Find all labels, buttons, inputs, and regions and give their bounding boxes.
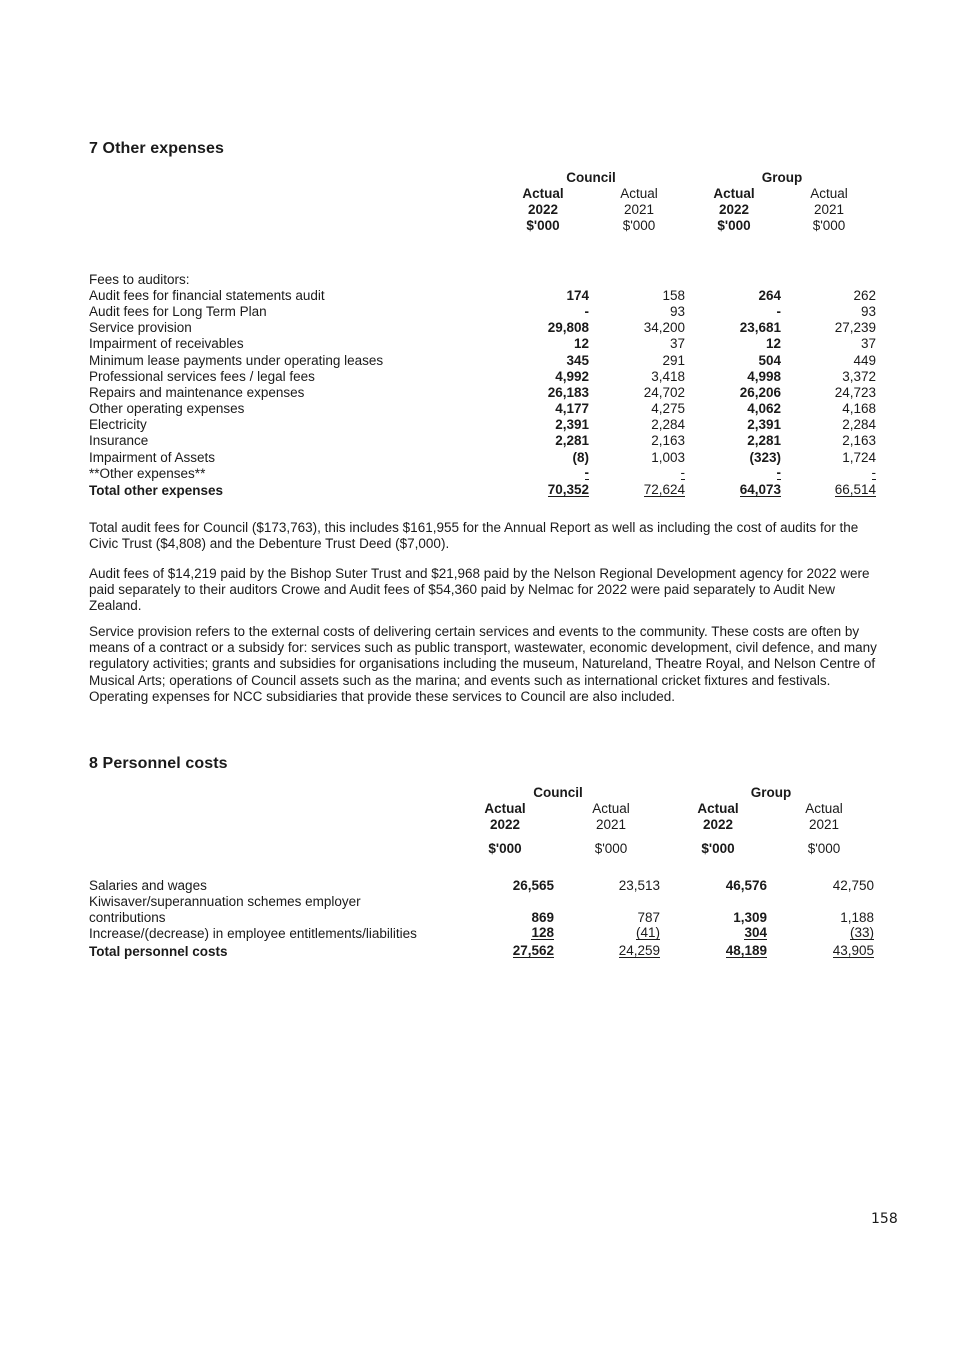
row-label: Service provision — [89, 320, 192, 336]
row-label: Increase/(decrease) in employee entitlements/liabilities — [89, 926, 417, 941]
row-label: Repairs and maintenance expenses — [89, 384, 305, 400]
cell-value: 4,062 — [747, 401, 781, 417]
cell-value: 128 — [531, 925, 554, 940]
group-actual-2022-header: Actual — [697, 801, 739, 816]
cell-value: 27,239 — [834, 320, 876, 336]
cell-value: 262 — [853, 288, 876, 303]
cell-value: 23,513 — [618, 878, 660, 893]
council-actual-2022-header: Actual — [522, 186, 564, 201]
row-label: Minimum lease payments under operating leases — [89, 352, 384, 368]
group-header: Group — [750, 785, 792, 800]
group-2022-year: 2022 — [702, 817, 734, 832]
group-actual-2022-header: Actual — [713, 186, 755, 201]
fees-to-auditors-label: Fees to auditors: — [89, 272, 190, 287]
cell-value: 12 — [765, 336, 781, 352]
total-row-label: Total personnel costs — [89, 944, 228, 959]
cell-value: 4,168 — [842, 401, 876, 417]
group-header: Group — [761, 170, 803, 185]
council-2021-unit: $'000 — [622, 218, 656, 233]
cell-value: - — [680, 464, 685, 480]
cell-value: 504 — [758, 352, 781, 368]
cell-value: 93 — [669, 304, 685, 320]
cell-value: - — [584, 464, 589, 480]
cell-value: 26,183 — [547, 384, 589, 400]
row-label: Impairment of receivables — [89, 336, 244, 352]
total-value: 43,905 — [832, 943, 874, 958]
council-actual-2021-header: Actual — [620, 186, 658, 201]
subsidiary-audit-fees-paragraph: Audit fees of $14,219 paid by the Bishop Suter Trust and $21,968 paid by the Nelson Regional Development agency for 2022 were paid separately to their auditors Crowe and Audit fees of $54,360 paid by Nelmac for 2022 were paid separately to Audit New Zealand. — [89, 566, 870, 614]
cell-value: 2,391 — [747, 417, 781, 433]
cell-value: 42,750 — [832, 878, 874, 893]
cell-value: 26,565 — [512, 878, 554, 893]
cell-value: 3,418 — [651, 368, 685, 384]
total-value: 48,189 — [725, 943, 767, 958]
row-label: contributions — [89, 910, 166, 925]
cell-value: 2,163 — [651, 433, 685, 449]
cell-value: 291 — [662, 352, 685, 368]
cell-value: 24,702 — [643, 384, 685, 400]
total-value: 70,352 — [547, 481, 589, 497]
council-actual-2021-header: Actual — [592, 801, 630, 816]
cell-value: 3,372 — [842, 368, 876, 384]
cell-value: 1,309 — [733, 910, 767, 925]
section-7-title: 7 Other expenses — [89, 140, 224, 157]
cell-value: 12 — [573, 336, 589, 352]
section-8-title: 8 Personnel costs — [89, 755, 228, 772]
cell-value: - — [776, 304, 781, 320]
cell-value: 4,177 — [555, 401, 589, 417]
cell-value: 2,284 — [651, 417, 685, 433]
cell-value: 1,003 — [651, 449, 685, 465]
cell-value: 2,281 — [747, 433, 781, 449]
cell-value: 34,200 — [643, 320, 685, 336]
audit-fees-paragraph: Total audit fees for Council ($173,763), this includes $161,955 for the Annual Report as well as including the cost of audits for the Civic Trust ($4,808) and the Debenture Trust Deed ($7,000). — [89, 520, 859, 552]
cell-value: - — [871, 464, 876, 480]
cell-value: 4,998 — [747, 368, 781, 384]
cell-value: (8) — [572, 449, 589, 465]
row-label: Kiwisaver/superannuation schemes employer — [89, 894, 361, 909]
cell-value: 1,724 — [842, 449, 876, 465]
group-2021-unit: $'000 — [807, 841, 841, 856]
row-label: Other operating expenses — [89, 401, 245, 417]
group-2022-unit: $'000 — [717, 218, 751, 233]
council-2021-year: 2021 — [623, 202, 655, 217]
cell-value: - — [584, 304, 589, 320]
council-header: Council — [533, 785, 583, 800]
cell-value: 2,163 — [842, 433, 876, 449]
row-label: Electricity — [89, 417, 147, 433]
cell-value: 2,281 — [555, 433, 589, 449]
row-label: Impairment of Assets — [89, 449, 216, 465]
cell-value: 23,681 — [739, 320, 781, 336]
cell-value: 24,723 — [834, 384, 876, 400]
cell-value: 158 — [662, 288, 685, 303]
total-value: 66,514 — [834, 481, 876, 497]
cell-value: 37 — [669, 336, 685, 352]
council-2022-unit: $'000 — [488, 841, 522, 856]
group-2021-year: 2021 — [808, 817, 840, 832]
total-value: 64,073 — [739, 481, 781, 497]
cell-value: 93 — [860, 304, 876, 320]
group-2021-unit: $'000 — [812, 218, 846, 233]
cell-value: 869 — [531, 910, 554, 925]
cell-value: 2,391 — [555, 417, 589, 433]
group-actual-2021-header: Actual — [805, 801, 843, 816]
cell-value: 787 — [637, 910, 660, 925]
cell-value: 264 — [758, 288, 781, 303]
cell-value: 174 — [566, 288, 589, 303]
group-2021-year: 2021 — [813, 202, 845, 217]
cell-value: 1,188 — [840, 910, 874, 925]
row-label: **Other expenses** — [89, 465, 206, 481]
group-actual-2021-header: Actual — [810, 186, 848, 201]
council-actual-2022-header: Actual — [484, 801, 526, 816]
service-provision-paragraph: Service provision refers to the external costs of delivering certain services and events to the community. These costs are often by means of a contract or a subsidy for: services such as public transport, wastewater, economic development, civil defence, and many regulatory activities; grants and subsidies for organisations including the museum, Natureland, Theatre Royal, and Nelson Centre of Musical Arts; operations of Council assets such as the marina; and events such as international cricket fixtures and festivals. Operating expenses for NCC subsidiaries that provide these services to Council are also included. — [89, 624, 877, 704]
council-2022-year: 2022 — [489, 817, 521, 832]
cell-value: - — [776, 464, 781, 480]
cell-value: 29,808 — [547, 320, 589, 336]
cell-value: (33) — [849, 925, 874, 940]
row-label: Audit fees for Long Term Plan — [89, 304, 267, 320]
row-label: Salaries and wages — [89, 878, 207, 893]
council-2021-year: 2021 — [595, 817, 627, 832]
cell-value: (323) — [749, 449, 781, 465]
total-value: 27,562 — [512, 943, 554, 958]
total-value: 24,259 — [618, 943, 660, 958]
cell-value: 449 — [853, 352, 876, 368]
group-2022-year: 2022 — [718, 202, 750, 217]
cell-value: 26,206 — [739, 384, 781, 400]
cell-value: 2,284 — [842, 417, 876, 433]
cell-value: 4,275 — [651, 401, 685, 417]
cell-value: 37 — [860, 336, 876, 352]
cell-value: 345 — [566, 352, 589, 368]
row-label: Professional services fees / legal fees — [89, 368, 315, 384]
council-2022-year: 2022 — [527, 202, 559, 217]
page-number: 158 — [871, 1211, 898, 1227]
row-label: Insurance — [89, 433, 149, 449]
council-2021-unit: $'000 — [594, 841, 628, 856]
cell-value: 46,576 — [725, 878, 767, 893]
total-value: 72,624 — [643, 481, 685, 497]
group-2022-unit: $'000 — [701, 841, 735, 856]
council-header: Council — [566, 170, 616, 185]
cell-value: 304 — [744, 925, 767, 940]
cell-value: 4,992 — [555, 368, 589, 384]
cell-value: (41) — [635, 925, 660, 940]
row-label: Audit fees for financial statements audit — [89, 288, 325, 303]
total-row-label: Total other expenses — [89, 482, 224, 498]
council-2022-unit: $'000 — [526, 218, 560, 233]
